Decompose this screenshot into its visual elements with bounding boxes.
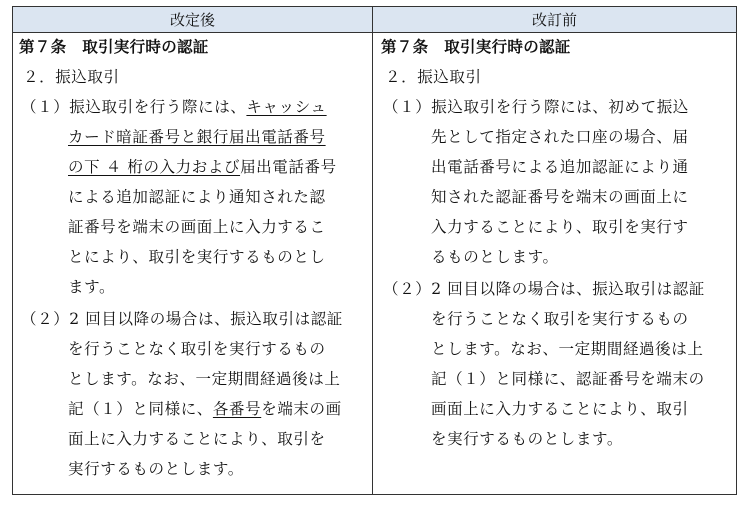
- paragraph-line: 画面上に入力することにより、取引: [431, 400, 689, 418]
- column-before: [373, 33, 736, 494]
- paragraph-line: 出電話番号による追加認証により通: [431, 158, 689, 176]
- paragraph-line: （２）2 回目以降の場合は、振込取引は認証: [383, 280, 705, 298]
- text-span: 記（１）と同様に、: [68, 400, 213, 418]
- paragraph-line: 記（１）と同様に、認証番号を端末の: [431, 370, 705, 388]
- text-span: （１）振込取引を行う際には、: [21, 98, 247, 116]
- paragraph-line: 証番号を端末の画面上に入力するこ: [68, 218, 326, 236]
- paragraph-line: 知された認証番号を端末の画面上に: [431, 188, 689, 206]
- paragraph-line: 先として指定された口座の場合、届: [431, 128, 689, 146]
- underlined-text: 各番号: [212, 400, 262, 418]
- paragraph-line: るものとします。: [431, 248, 559, 266]
- text-span: を端末の画: [261, 400, 342, 418]
- paragraph-line: （２）2 回目以降の場合は、振込取引は認証: [21, 310, 343, 328]
- paragraph-line: 面上に入力することにより、取引を: [68, 430, 326, 448]
- paragraph-line: 入力することにより、取引を実行す: [431, 218, 689, 236]
- underlined-line: カード暗証番号と銀行届出電話番号: [68, 128, 326, 146]
- header-after: 改定後: [13, 7, 373, 33]
- article-title: 第７条 取引実行時の認証: [381, 38, 571, 56]
- paragraph-line: を実行するものとします。: [431, 430, 623, 448]
- paragraph-line: とします。なお、一定期間経過後は上: [431, 340, 704, 358]
- paragraph-line: とにより、取引を実行するものとし: [68, 248, 326, 266]
- comparison-table: [12, 6, 737, 495]
- paragraph-line: による追加認証により通知された認: [68, 188, 326, 206]
- text-span: 届出電話番号: [240, 158, 337, 176]
- underlined-text: の下 ４ 桁の入力および: [68, 158, 241, 176]
- paragraph-line: とします。なお、一定期間経過後は上: [68, 370, 341, 388]
- paragraph-line: ます。: [68, 278, 116, 296]
- paragraph-line: [68, 153, 337, 181]
- header-before: 改訂前: [373, 7, 736, 33]
- underlined-text: キャッシュ: [246, 98, 327, 116]
- section-title: ２．振込取引: [23, 68, 120, 86]
- paragraph-line: を行うことなく取引を実行するもの: [431, 310, 689, 328]
- section-title: ２．振込取引: [385, 68, 482, 86]
- paragraph-line: [68, 395, 342, 423]
- paragraph-line: を行うことなく取引を実行するもの: [68, 340, 326, 358]
- paragraph-line: （１）振込取引を行う際には、初めて振込: [383, 98, 689, 116]
- paragraph-line: 実行するものとします。: [68, 460, 244, 478]
- article-title: 第７条 取引実行時の認証: [19, 38, 209, 56]
- paragraph-line: [21, 93, 327, 121]
- column-after: [13, 33, 373, 494]
